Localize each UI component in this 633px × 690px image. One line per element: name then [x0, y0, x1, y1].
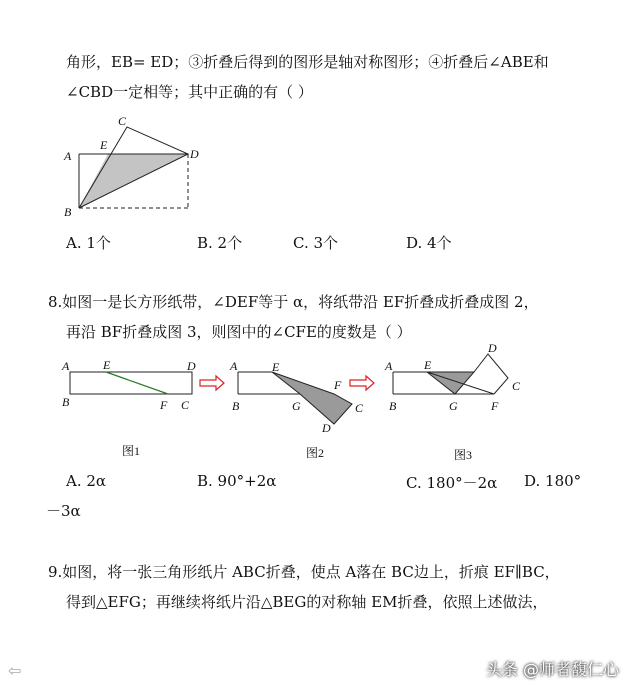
- q7-label-A: A: [64, 149, 72, 163]
- q8-fig1-label-D: D: [187, 359, 196, 373]
- q8-fig2-label-A: A: [230, 359, 238, 373]
- back-arrow-icon[interactable]: ⇦: [8, 661, 22, 680]
- q8-text-line2: 再沿 BF折叠成图 3，则图中的∠CFE的度数是（ ）: [66, 323, 412, 341]
- q8-fig3-label-B: B: [389, 399, 397, 413]
- arrow-right-icon-2: [350, 376, 374, 390]
- q7-text-line2: ∠CBD一定相等；其中正确的有（ ）: [66, 83, 313, 101]
- q7-label-D: D: [190, 147, 199, 161]
- q7-option-a: A. 1个: [66, 234, 111, 252]
- q8-fig2-label-E: E: [272, 360, 280, 374]
- q8-caption-fig2: 图2: [306, 446, 325, 460]
- q8-fig2-label-D: D: [322, 421, 331, 435]
- q7-label-C: C: [118, 114, 127, 128]
- q8-fig1: [61, 358, 196, 412]
- q8-option-a: A. 2α: [66, 472, 107, 490]
- q7-option-d: D. 4个: [406, 234, 452, 252]
- q8-fig1-label-B: B: [62, 395, 70, 409]
- q8-fig2-label-G: G: [292, 399, 301, 413]
- q9-text-line2: 得到△EFG；再继续将纸片沿△BEG的对称轴 EM折叠，依照上述做法，: [66, 593, 548, 611]
- q7-label-E: E: [100, 138, 108, 152]
- q8-fig3-label-D: D: [488, 341, 497, 355]
- q8-fig3-label-G: G: [449, 399, 458, 413]
- q8-option-d: D. 180°: [524, 472, 582, 490]
- q7-label-B: B: [64, 205, 72, 219]
- q8-fig1-label-A: A: [62, 359, 70, 373]
- q8-fig2-label-B: B: [232, 399, 240, 413]
- q9-text-line1: 9.如图，将一张三角形纸片 ABC折叠，使点 A落在 BC边上，折痕 EF∥BC，: [48, 563, 560, 581]
- q8-caption-fig1: 图1: [122, 444, 141, 458]
- q8-option-d-wrap: －3α: [46, 502, 81, 520]
- q8-option-c: C. 180°－2α: [406, 474, 498, 492]
- q7-option-c: C. 3个: [293, 234, 339, 252]
- q8-fig3-label-C: C: [512, 379, 521, 393]
- q8-fig2-label-F: F: [334, 378, 342, 392]
- q8-fig2-label-C: C: [355, 401, 364, 415]
- arrow-right-icon-1: [200, 376, 224, 390]
- q7-option-b: B. 2个: [197, 234, 243, 252]
- q8-fig2: [229, 359, 364, 435]
- q7-text-line1: 角形，EB= ED；③折叠后得到的图形是轴对称图形；④折叠后∠ABE和: [66, 53, 549, 71]
- q8-fig3-shaded: [427, 372, 474, 394]
- q8-fig1-label-C: C: [181, 398, 190, 412]
- q8-text-line1: 8.如图一是长方形纸带，∠DEF等于 α，将纸带沿 EF折叠成折叠成图 2，: [48, 293, 539, 311]
- q8-caption-fig3: 图3: [454, 448, 473, 462]
- q8-option-b: B. 90°+2α: [197, 472, 277, 490]
- q8-fig3-label-A: A: [385, 359, 393, 373]
- q8-fig1-label-F: F: [160, 398, 168, 412]
- q8-fig3-label-E: E: [424, 358, 432, 372]
- q8-fig3: [384, 341, 521, 413]
- q8-fig1-label-E: E: [103, 358, 111, 372]
- q8-fig3-label-F: F: [491, 399, 499, 413]
- watermark: 头条 @师者馥仁心: [485, 660, 619, 679]
